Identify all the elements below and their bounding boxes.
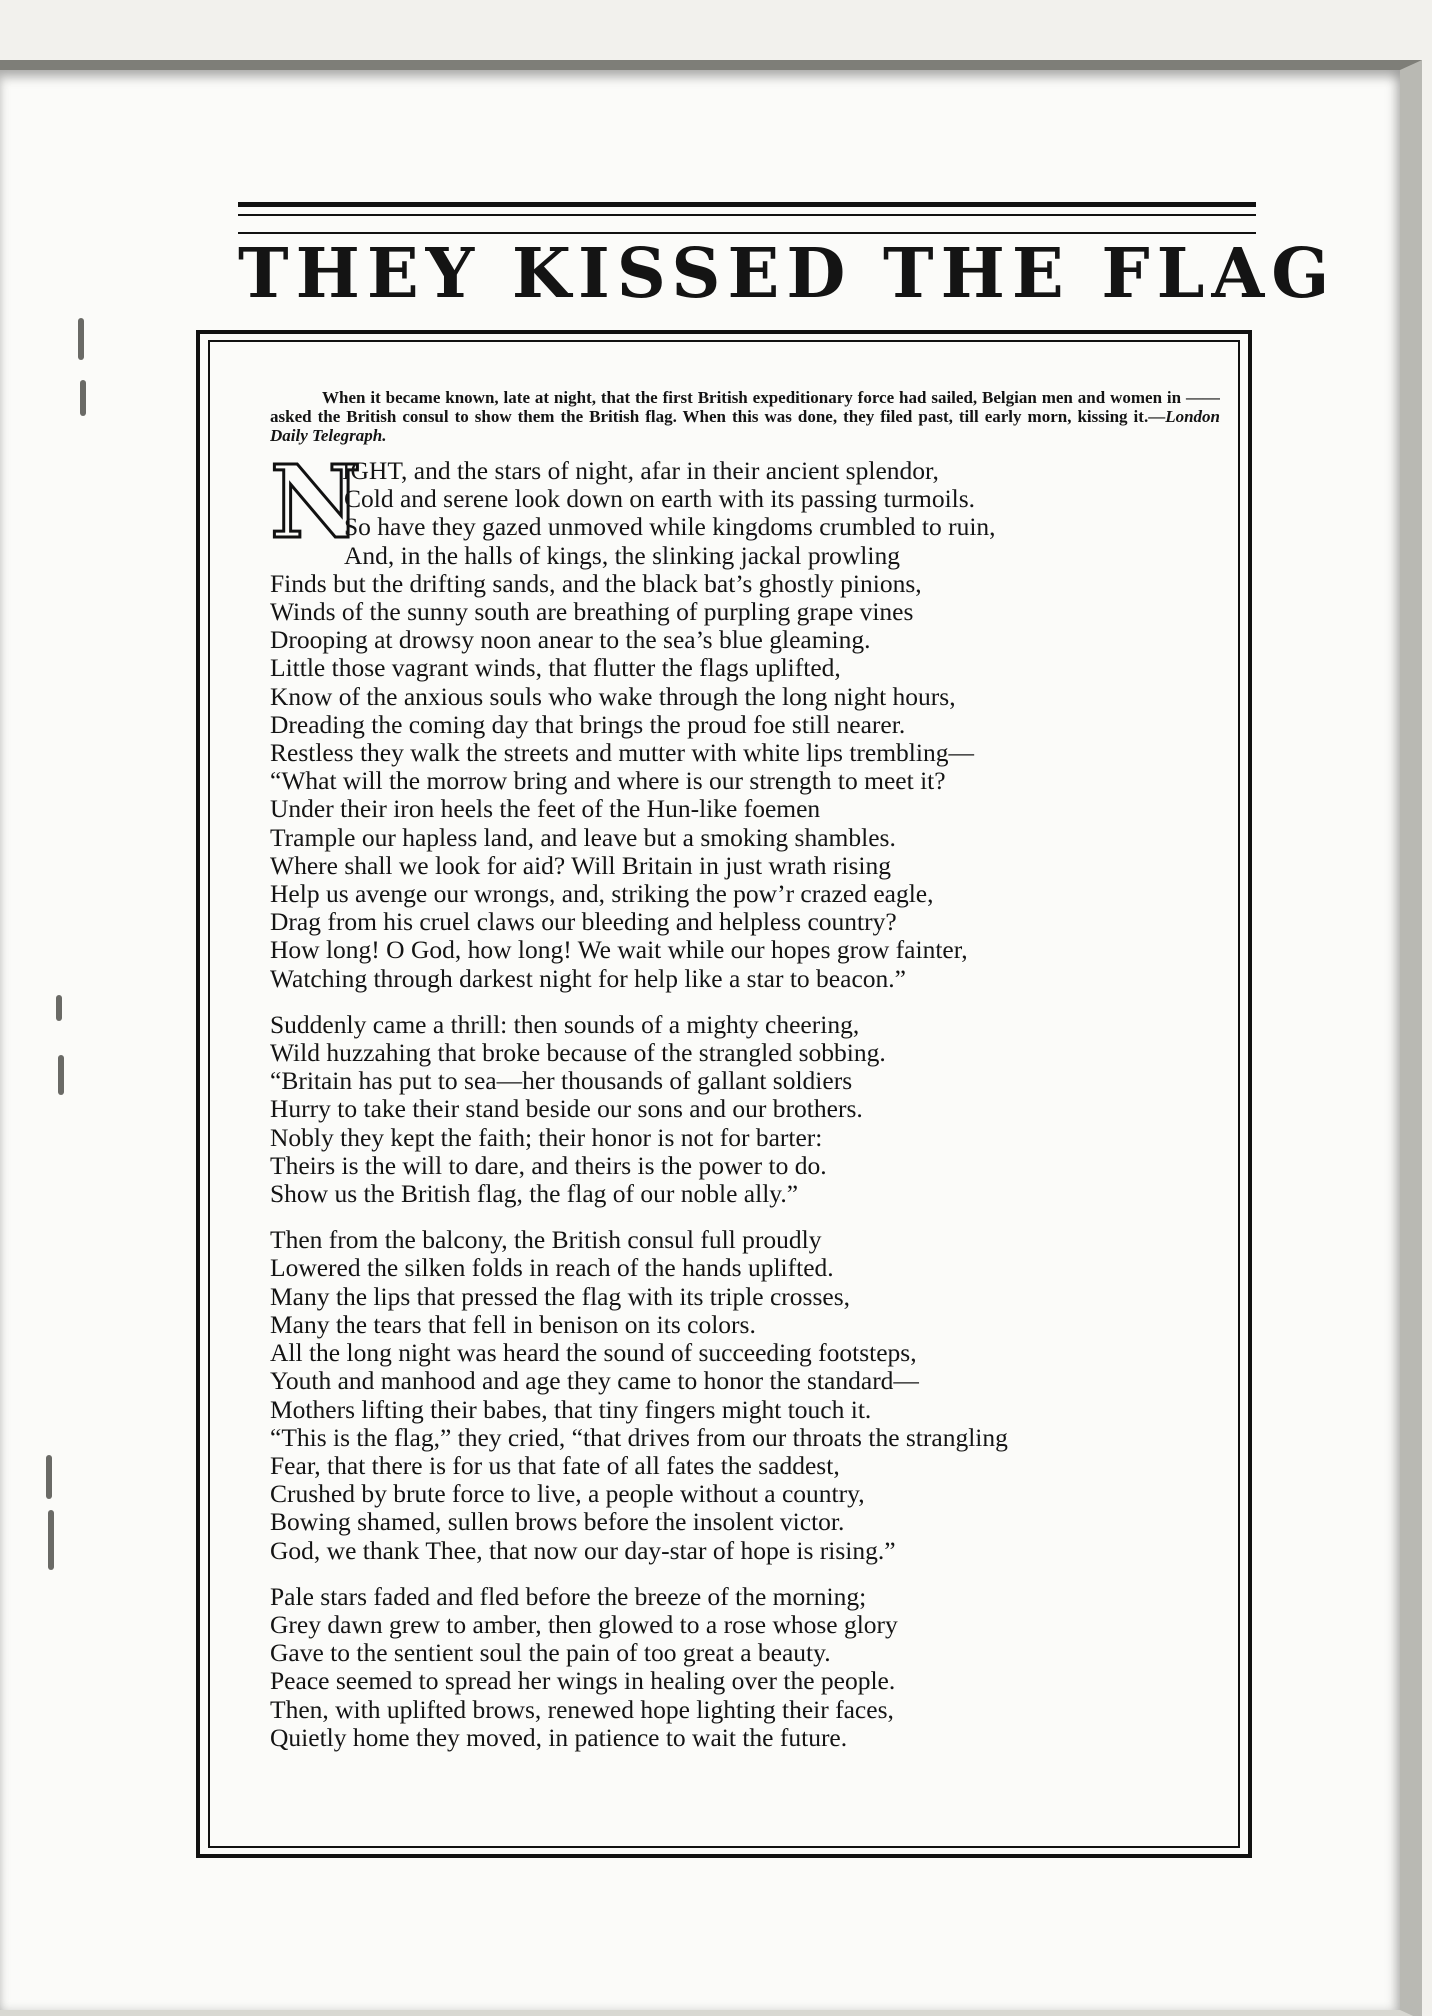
poem-line: Suddenly came a thrill: then sounds of a mighty cheering, [270,1009,860,1039]
poem-line: “This is the flag,” they cried, “that drives from our throats the strangling [270,1422,1008,1452]
poem-line: Drag from his cruel claws our bleeding and helpless country? [270,907,897,937]
poem-line: “What will the morrow bring and where is our strength to meet it? [270,766,946,796]
stanza [270,1226,1220,1564]
poem-line: Lowered the silken folds in reach of the hands uplifted. [270,1253,834,1283]
binding-mark [58,1055,64,1095]
binding-mark [78,318,84,360]
poem-line: Dreading the coming day that brings the proud foe still nearer. [270,709,906,739]
poem-line: Finds but the drifting sands, and the black bat’s ghostly pinions, [270,568,922,598]
drop-cap: N [270,443,362,561]
binding-mark [56,995,62,1021]
page-title: THEY KISSED THE FLAG [238,234,1337,314]
poem-line: God, we thank Thee, that now our day-star of hope is rising.” [270,1535,896,1565]
poem-line: Nobly they kept the faith; their honor is not for barter: [270,1122,823,1152]
poem-line: Peace seemed to spread her wings in healing over the people. [270,1666,896,1696]
binding-mark [46,1455,52,1499]
poem-line: Crushed by brute force to live, a people without a country, [270,1479,865,1509]
poem-line: “Britain has put to sea—her thousands of gallant soldiers [270,1066,853,1096]
poem-line: Little those vagrant winds, that flutter the flags uplifted, [270,653,841,683]
poem-line: All the long night was heard the sound of succeeding footsteps, [270,1338,917,1368]
title-rule-top [238,202,1256,207]
poem-line: And, in the halls of kings, the slinking jackal prowling [344,540,900,570]
poem-line: Many the tears that fell in benison on its colors. [270,1309,756,1339]
intro-note [270,388,1220,445]
intro-source: London Daily Telegraph. [270,407,1220,445]
intro-text: When it became known, late at night, that the first British expeditionary force had sailed, Belgian men and women in —— asked the British consul to show them the British flag. When this was done, they filed past, till early morn, kissing it.— [270,388,1220,426]
poem-line: Theirs is the will to dare, and theirs is the power to do. [270,1150,827,1180]
poem-line: Hurry to take their stand beside our sons and our brothers. [270,1094,863,1124]
poem-line: Under their iron heels the feet of the Hun-like foemen [270,794,821,824]
poem-line: Many the lips that pressed the flag with its triple crosses, [270,1281,851,1311]
poem-line: Where shall we look for aid? Will Britain in just wrath rising [270,850,891,880]
poem-line: Cold and serene look down on earth with its passing turmoils. [344,484,976,514]
poem-line: How long! O God, how long! We wait while our hopes grow fainter, [270,935,968,965]
poem-line: Bowing shamed, sullen brows before the insolent victor. [270,1507,845,1537]
poem-line: Grey dawn grew to amber, then glowed to a rose whose glory [270,1609,898,1639]
poem-line: Show us the British flag, the flag of our noble ally.” [270,1179,799,1209]
poem-line: Restless they walk the streets and mutter with white lips trembling— [270,738,974,768]
poem-content [270,388,1220,1838]
poem-line: Fear, that there is for us that fate of all fates the saddest, [270,1450,840,1480]
poem-line: Help us avenge our wrongs, and, striking the pow’r crazed eagle, [270,879,934,909]
binding-mark [80,380,86,416]
poem-line: Pale stars faded and fled before the breeze of the morning; [270,1581,867,1611]
poem-line: Trample our hapless land, and leave but a smoking shambles. [270,822,896,852]
poem-line: So have they gazed unmoved while kingdoms crumbled to ruin, [344,512,996,542]
poem-line: Mothers lifting their babes, that tiny fingers might touch it. [270,1394,872,1424]
stanza [270,1011,1220,1208]
poem-line: Watching through darkest night for help like a star to beacon.” [270,963,906,993]
poem-line: Youth and manhood and age they came to honor the standard— [270,1366,919,1396]
poem [270,443,1220,1752]
poem-line: Drooping at drowsy noon anear to the sea’s blue gleaming. [270,625,871,655]
poem-line: Know of the anxious souls who wake through the long night hours, [270,681,956,711]
poem-line: Wild huzzahing that broke because of the strangled sobbing. [270,1038,886,1068]
binding-mark [48,1510,54,1570]
poem-line: Gave to the sentient soul the pain of too great a beauty. [270,1638,831,1668]
poem-line: Then from the balcony, the British consul full proudly [270,1225,822,1255]
title-rule-bottom [238,214,1256,216]
stanza [270,1583,1220,1752]
poem-line: IGHT, and the stars of night, afar in their ancient splendor, [342,456,939,485]
poem-line: Quietly home they moved, in patience to wait the future. [270,1722,848,1752]
poem-line: Then, with uplifted brows, renewed hope lighting their faces, [270,1694,894,1724]
poem-line: Winds of the sunny south are breathing of purpling grape vines [270,597,914,627]
stanza [270,443,1220,993]
